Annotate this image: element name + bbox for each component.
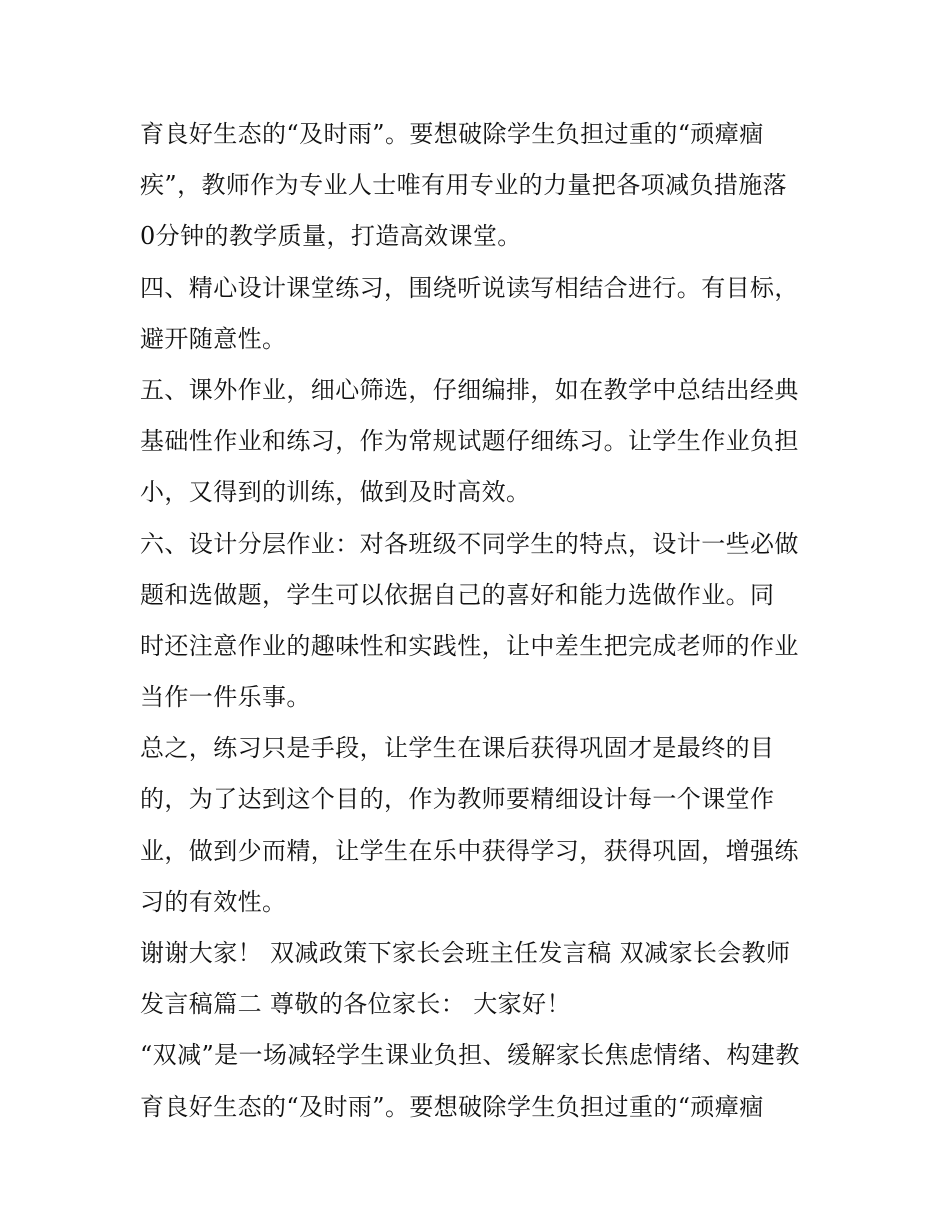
text-line: 谢谢大家！ 双减政策下家长会班主任发言稿 双减家长会教师 <box>140 939 791 967</box>
text-line: 总之，练习只是手段，让学生在课后获得巩固才是最终的目 <box>140 734 775 763</box>
text-line: 业，做到少而精，让学生在乐中获得学习，获得巩固，增强练 <box>140 836 799 865</box>
text-line: 避开随意性。 <box>140 324 287 353</box>
text-line: 五、课外作业，细心筛选，仔细编排，如在教学中总结出经典 <box>140 375 799 404</box>
text-line: 时还注意作业的趣味性和实践性，让中差生把完成老师的作业 <box>140 631 799 660</box>
text-line: 的，为了达到这个目的，作为教师要精细设计每一个课堂作 <box>140 785 775 814</box>
document-body <box>140 109 830 1133</box>
text-line: “双减”是一场减轻学生课业负担、缓解家长焦虑情绪、构建教 <box>140 1041 800 1070</box>
text-line: 小，又得到的训练，做到及时高效。 <box>140 478 531 507</box>
text-line: 当作一件乐事。 <box>140 683 311 712</box>
text-line: 发言稿篇二 尊敬的各位家长： 大家好！ <box>140 990 571 1019</box>
text-line: 育良好生态的“及时雨”。要想破除学生负担过重的“顽瘴痼 <box>140 120 764 148</box>
text-line: 题和选做题，学生可以依据自己的喜好和能力选做作业。同 <box>140 580 775 609</box>
text-line: 六、设计分层作业：对各班级不同学生的特点，设计一些必做 <box>140 529 799 558</box>
text-line: 育良好生态的“及时雨”。要想破除学生负担过重的“顽瘴痼 <box>140 1092 764 1121</box>
text-line: 疾”，教师作为专业人士唯有用专业的力量把各项减负措施落 <box>140 171 788 200</box>
text-line: 基础性作业和练习，作为常规试题仔细练习。让学生作业负担 <box>140 427 799 456</box>
text-line: 四、精心设计课堂练习，围绕听说读写相结合进行。有目标， <box>140 273 799 302</box>
text-line: 0分钟的教学质量，打造高效课堂。 <box>140 222 522 251</box>
text-line: 习的有效性。 <box>140 887 287 916</box>
